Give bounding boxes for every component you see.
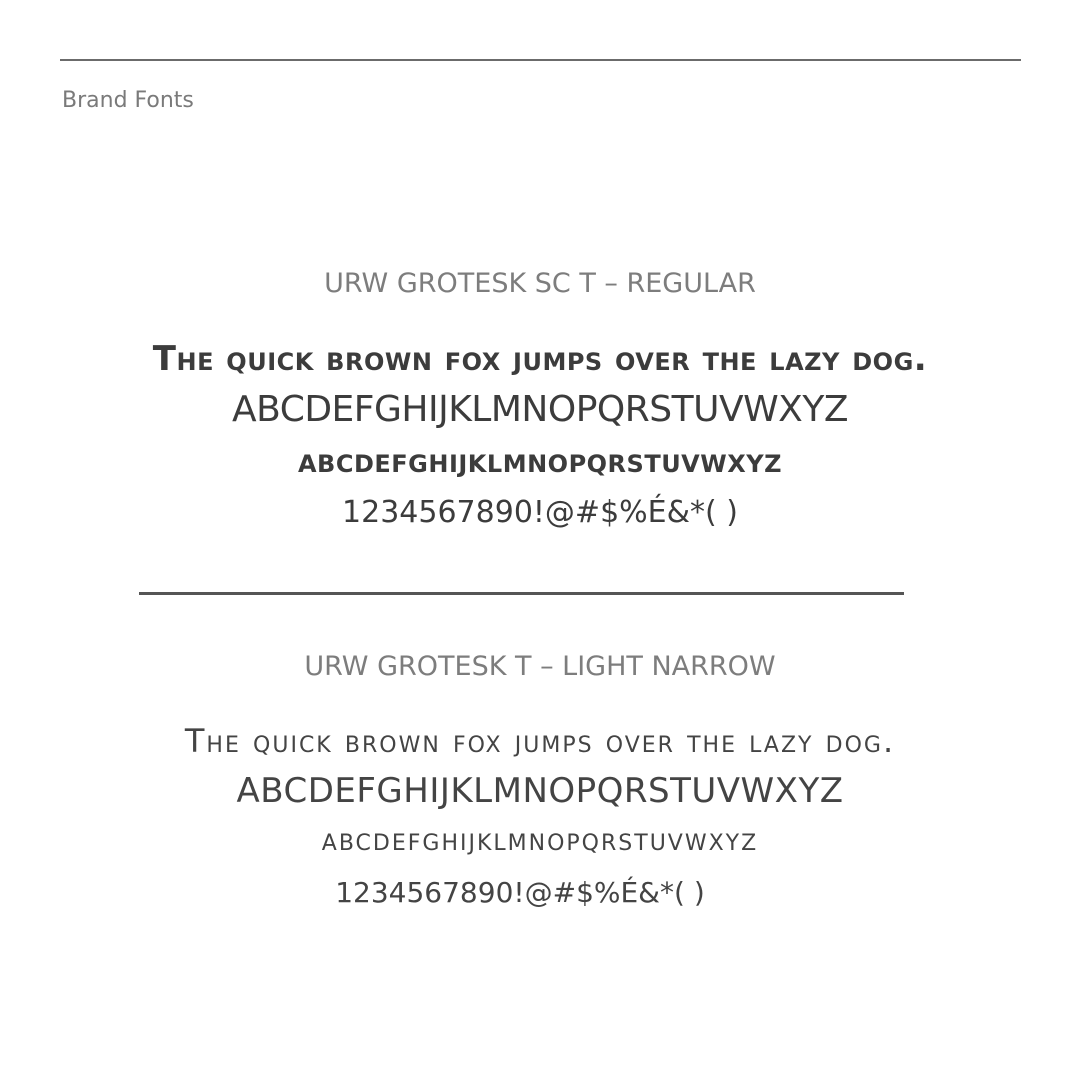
smallcaps-sample: ABCDEFGHIJKLMNOPQRSTUVWXYZ [321,831,759,856]
page-label: Brand Fonts [62,88,194,113]
pangram-sample: The quick brown fox jumps over the lazy dog. [152,339,928,379]
section-divider [139,592,904,595]
numerals-sample: 1234567890!@#$%É&*( ) [342,495,738,530]
font-title: URW GROTESK T – LIGHT NARROW [304,651,776,682]
uppercase-sample: ABCDEFGHIJKLMNOPQRSTUVWXYZ [232,389,848,430]
uppercase-sample: ABCDEFGHIJKLMNOPQRSTUVWXYZ [236,771,844,811]
top-divider [60,59,1021,61]
font-title: URW GROTESK SC T – REGULAR [324,268,756,299]
pangram-sample: The quick brown fox jumps over the lazy dog. [184,722,896,760]
font-specimen-regular [0,270,1080,528]
numerals-sample: 1234567890!@#$%É&*( ) [335,876,705,909]
smallcaps-sample: ABCDEFGHIJKLMNOPQRSTUVWXYZ [297,450,783,478]
font-specimen-light-narrow [0,653,1080,907]
